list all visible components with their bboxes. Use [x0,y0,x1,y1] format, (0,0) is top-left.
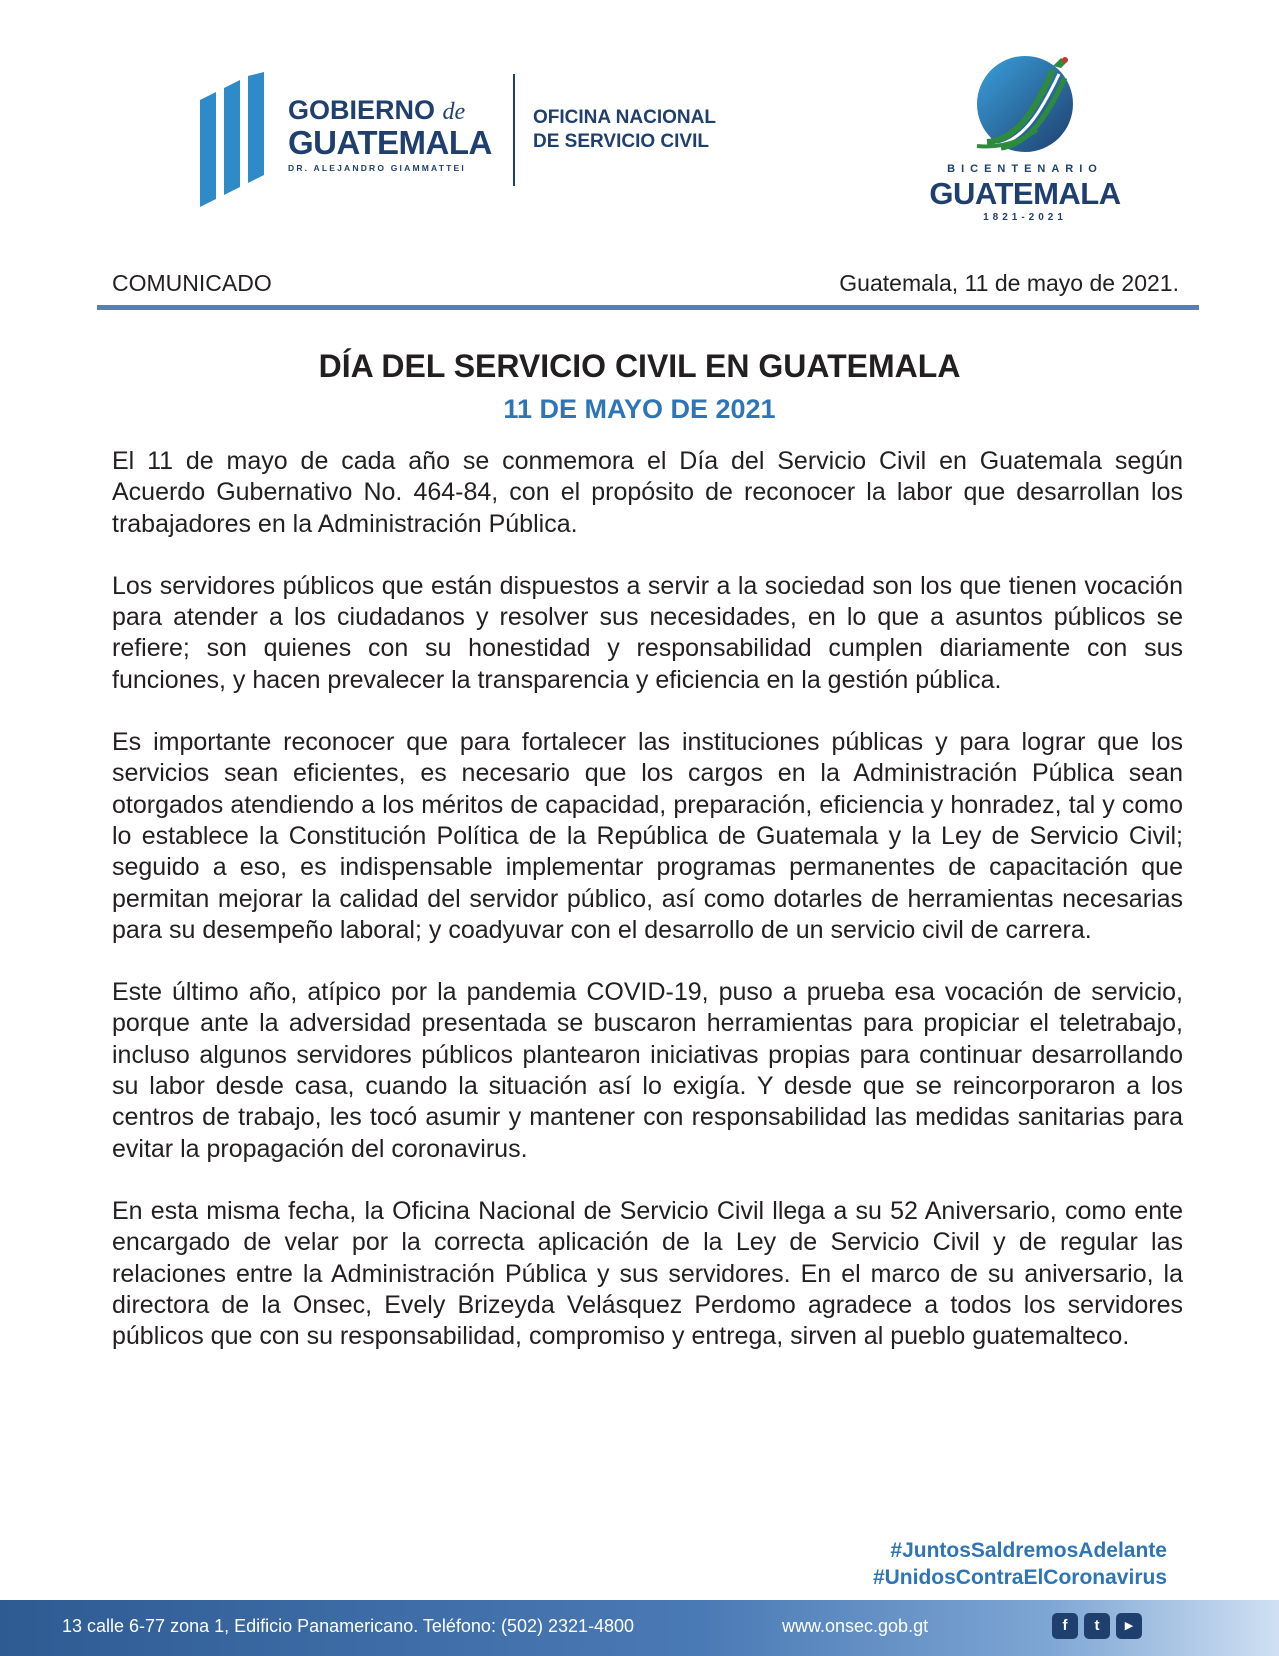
onsec-line2: DE SERVICIO CIVIL [533,131,709,152]
gobierno-bars-icon [200,72,280,207]
paragraph-1: El 11 de mayo de cada año se conmemora el Día del Servicio Civil en Guatemala según Acuerdo Gubernativo No. 464-84, con el propósito de reconocer la labor que desarrollan los trabajadores en la Administración Pública. [112,447,1183,538]
paragraph-3: Es importante reconocer que para fortalecer las instituciones públicas y para lograr que los servicios sean eficientes, es necesario que los cargos en la Administración Pública sean otorgados atendiendo a los méritos de capacidad, preparación, eficiencia y honradez, tal y como lo establece la Constitución Política de la República de Guatemala y la Ley de Servicio Civil; seguido a eso, es indispensable implementar programas permanentes de capacitación que permitan mejorar la calidad del servidor público, así como dotarles de herramientas necesarias para su desempeño laboral; y coadyuvar con el desarrollo de un servicio civil de carrera. [112,728,1183,944]
place-date: Guatemala, 11 de mayo de 2021. [839,270,1179,296]
onsec-line1: OFICINA NACIONAL [533,107,716,128]
hashtags [873,1537,1167,1591]
footer-address: 13 calle 6-77 zona 1, Edificio Panamericano. Teléfono: (502) 2321-4800 [62,1616,635,1636]
document-title: DÍA DEL SERVICIO CIVIL EN GUATEMALA [318,348,961,384]
paragraph-2: Los servidores públicos que están dispuestos a servir a la sociedad son los que tienen vocación para atender a los ciudadanos y resolver sus necesidades, en lo que a asuntos públicos se refiere; son quienes con su honestidad y responsabilidad cumplen diariamente con sus funciones, y hacen prevalecer la transparencia y eficiencia en la gestión pública. [112,571,1183,694]
paragraph-4: Este último año, atípico por la pandemia COVID-19, puso a prueba esa vocación de servicio, porque ante la adversidad presentada se buscaron herramientas para propiciar el teletrabajo, incluso algunos servidores públicos plantearon iniciativas propias para continuar desarrollando su labor desde casa, cuando la situación así lo exigía. Y desde que se reincorporaron a los centros de trabajo, les tocó asumir y mantener con responsabilidad las medidas sanitarias para evitar la propagación del coronavirus. [112,978,1183,1163]
gobierno-de: de [442,99,466,125]
paragraph-5: En esta misma fecha, la Oficina Nacional de Servicio Civil llega a su 52 Aniversario, como ente encargado de velar por la correcta aplicación de la Ley de Servicio Civil y de regular las relaciones entre la Administración Pública y sus servidores. En el marco de su aniversario, la directora de la Onsec, Evely Brizeyda Velásquez Perdomo agradece a todos los servidores públicos que con su responsabilidad, compromiso y entrega, sirven al pueblo guatemalteco. [112,1196,1183,1351]
youtube-icon[interactable]: ▶ [1116,1613,1142,1639]
hashtag-1: #JuntosSaldremosAdelante [890,1539,1167,1562]
twitter-icon[interactable]: t [1084,1613,1110,1639]
gobierno-word: GOBIERNO [288,95,436,125]
footer-website[interactable]: www.onsec.gob.gt [782,1616,929,1636]
logo-divider [513,74,515,186]
bicentenario-emblem-icon [957,50,1097,160]
gobierno-wordmark [288,96,492,173]
footer-bar [0,1600,1279,1656]
bicentenario-years: 1821-2021 [983,212,1067,223]
gobierno-guatemala: GUATEMALA [288,124,492,161]
hashtag-2: #UnidosContraElCoronavirus [872,1566,1167,1589]
bicentenario-guatemala: GUATEMALA [929,176,1121,211]
bicentenario-label: BICENTENARIO [947,163,1103,175]
facebook-icon[interactable]: f [1052,1613,1078,1639]
document-body [112,446,1183,1383]
gobierno-president: DR. ALEJANDRO GIAMMATTEI [288,163,466,173]
document-type: COMUNICADO [112,270,272,296]
bicentenario-logo [915,50,1135,230]
document-subtitle: 11 DE MAYO DE 2021 [503,394,776,424]
header-rule [97,305,1199,310]
onsec-wordmark [533,106,716,154]
gobierno-logo [200,72,740,207]
